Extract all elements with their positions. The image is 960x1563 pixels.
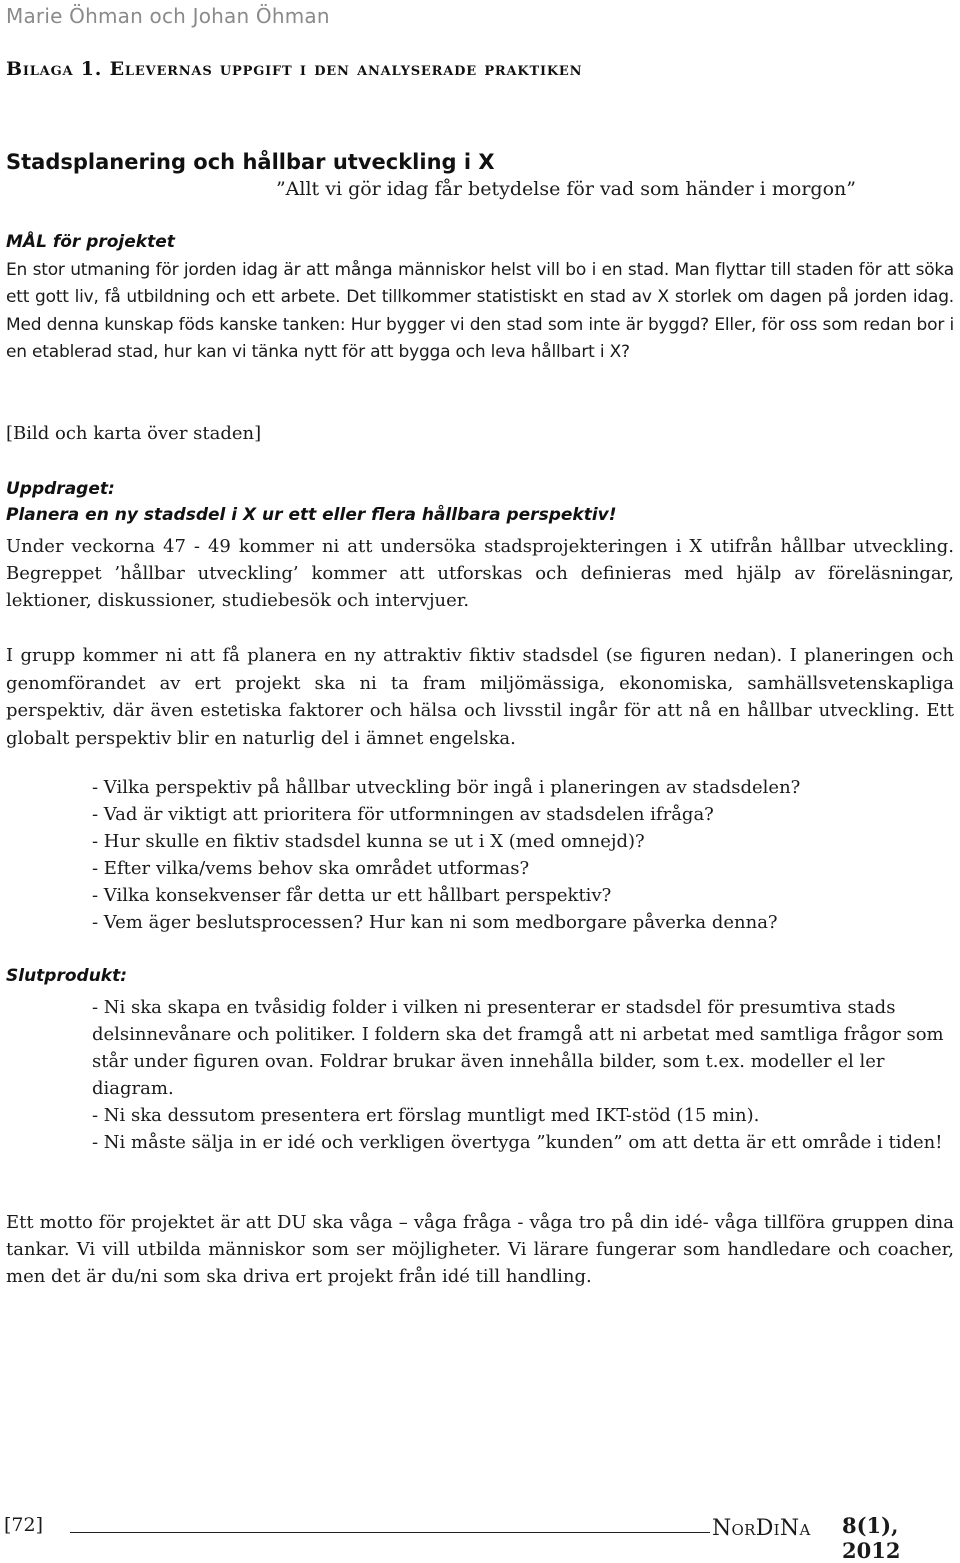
assignment-paragraph-1: Under veckorna 47 - 49 kommer ni att undersöka stadsprojekteringen i X utifrån hållbar utveckling. Begreppet ’hållbar utveckling’ kommer att utforskas och definieras med hjälp av föreläsningar, lektioner, diskussioner, studiebesök och intervjuer. [6,536,954,612]
final-product-heading: Slutprodukt: [6,966,128,986]
goal-heading: MÅL för projektet [6,232,175,252]
journal-name: NorDiNa [712,1516,811,1541]
list-item: - Ni ska dessutom presentera ert förslag muntligt med IKT-stöd (15 min). [92,1105,760,1126]
assignment-subheading: Planera en ny stadsdel i X ur ett eller flera hållbara perspektiv! [6,505,617,525]
appendix-title: Bilaga 1. Elevernas uppgift i den analyserade praktiken [6,58,583,80]
goal-paragraph: En stor utmaning för jorden idag är att många människor helst vill bo i en stad. Man flyttar till staden för att söka ett gott liv, få utbildning och ett arbete. Det tillkommer statistiskt en stad av X storlek om dagen på jorden idag. Med denna kunskap föds kanske tanken: Hur bygger vi den stad som inte är byggd? Eller, för oss som redan bor i en etablerad stad, hur kan vi tänka nytt för att bygga och leva hållbart i X? [6,260,954,363]
list-item: - Efter vilka/vems behov ska området utformas? [92,858,530,879]
running-head: Marie Öhman och Johan Öhman [6,4,330,28]
assignment-paragraph-2: I grupp kommer ni att få planera en ny attraktiv fiktiv stadsdel (se figuren nedan). I planeringen och genomförandet av ert projekt ska ni ta fram miljömässiga, ekonomiska, samhällsvetenskapliga perspektiv, där även estetiska faktorer och hälsa och livsstil ingår för att nå en hållbar utveckling. Ett globalt perspektiv blir en naturlig del i ämnet engelska. [6,645,954,749]
list-item: - Ni ska skapa en tvåsidig folder i vilken ni presenterar er stadsdel för presumtiva stads delsinnevånare och politiker. I foldern ska det framgå att ni arbetat med samtliga frågor som står under figuren ovan. Foldrar brukar även innehålla bilder, som t.ex. modeller el ler diagram. [92,997,944,1099]
final-product-list [92,994,947,1156]
list-item: - Vilka konsekvenser får detta ur ett hållbart perspektiv? [92,885,612,906]
assignment-heading: Uppdraget: [6,479,115,499]
question-list [92,774,952,936]
motto-quote: ”Allt vi gör idag får betydelse för vad som händer i morgon” [275,178,856,200]
image-placeholder: [Bild och karta över staden] [6,423,262,444]
list-item: - Vad är viktigt att prioritera för utformningen av stadsdelen ifråga? [92,804,714,825]
list-item: - Hur skulle en fiktiv stadsdel kunna se ut i X (med omnejd)? [92,831,645,852]
document-title: Stadsplanering och hållbar utveckling i X [6,150,495,174]
closing-paragraph: Ett motto för projektet är att DU ska våga – våga fråga - våga tro på din idé- våga tillföra gruppen dina tankar. Vi vill utbilda människor som ser möjligheter. Vi lärare fungerar som handledare och coacher, men det är du/ni som ska driva ert projekt från idé till handling. [6,1212,954,1288]
footer-rule [70,1532,710,1533]
page-number: [72] [4,1514,44,1536]
list-item: - Vem äger beslutsprocessen? Hur kan ni som medborgare påverka denna? [92,912,778,933]
list-item: - Ni måste sälja in er idé och verkligen övertyga ”kunden” om att detta är ett område i tiden! [92,1132,943,1153]
journal-issue: 8(1), 2012 [842,1513,901,1563]
list-item: - Vilka perspektiv på hållbar utveckling bör ingå i planeringen av stadsdelen? [92,777,801,798]
